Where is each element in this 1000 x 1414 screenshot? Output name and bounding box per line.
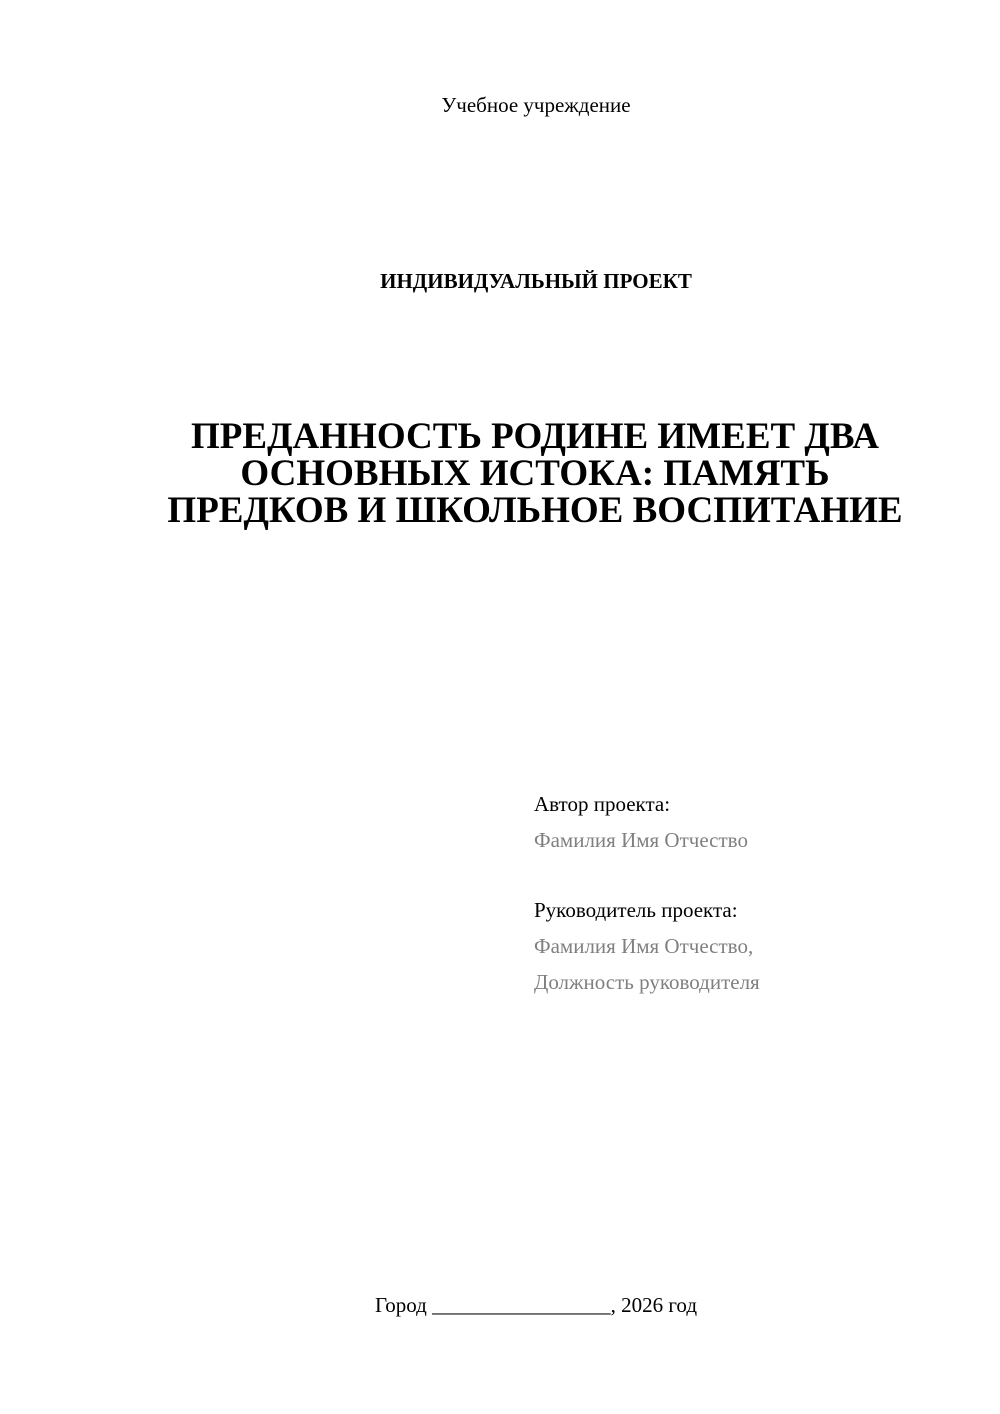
- project-title: [140, 418, 930, 529]
- city-year-line: Город _________________, 2026 год: [374, 1293, 698, 1317]
- document-type: ИНДИВИДУАЛЬНЫЙ ПРОЕКТ: [380, 269, 692, 293]
- institution-name: Учебное учреждение: [441, 93, 631, 117]
- supervisor-label: Руководитель проекта:: [534, 898, 738, 922]
- author-name: Фамилия Имя Отчество: [534, 828, 748, 852]
- supervisor-block: [534, 892, 760, 1000]
- title-line: ОСНОВНЫХ ИСТОКА: ПАМЯТЬ: [240, 453, 830, 494]
- author-label: Автор проекта:: [534, 792, 671, 816]
- author-block: [534, 786, 748, 858]
- supervisor-position: Должность руководителя: [534, 970, 760, 994]
- title-line: ПРЕДАННОСТЬ РОДИНЕ ИМЕЕТ ДВА: [191, 416, 879, 457]
- supervisor-name: Фамилия Имя Отчество,: [534, 934, 754, 958]
- title-line: ПРЕДКОВ И ШКОЛЬНОЕ ВОСПИТАНИЕ: [167, 490, 903, 531]
